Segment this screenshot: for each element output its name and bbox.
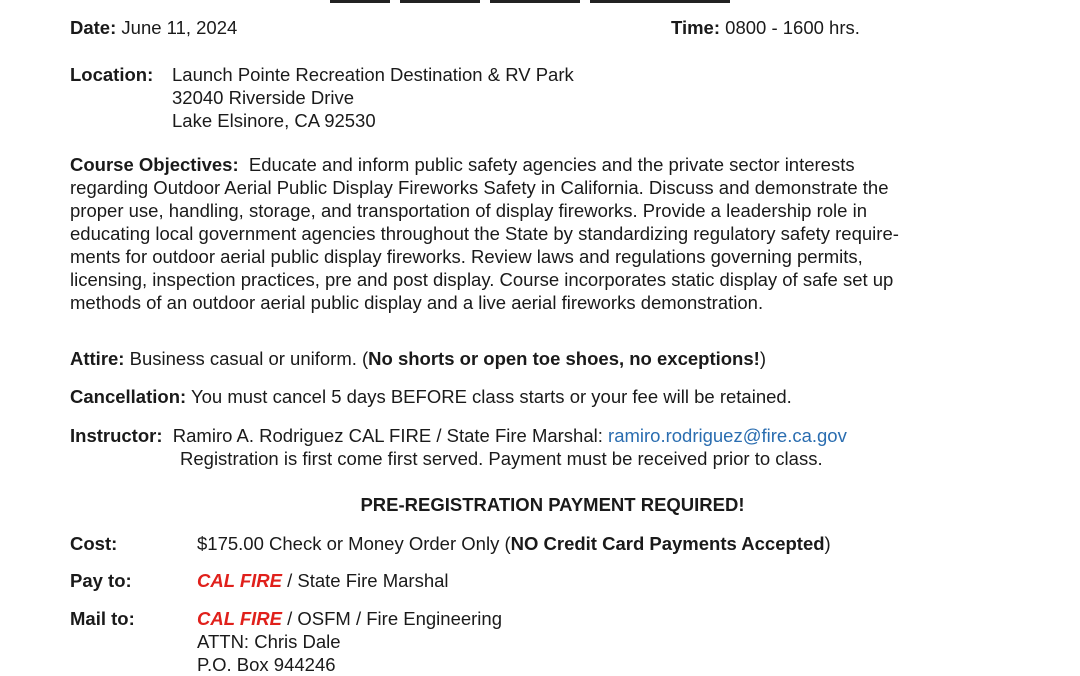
objectives-line-4: educating local government agencies throughout the State by standardizing regulatory safety require- (70, 223, 899, 244)
mailto-line-2: ATTN: Chris Dale (197, 631, 341, 652)
mailto-line-1: CAL FIRE / OSFM / Fire Engineering (197, 608, 502, 629)
cancellation-label: Cancellation: (70, 386, 187, 407)
objectives-line-6: licensing, inspection practices, pre and post display. Course incorporates static display of safe set up (70, 269, 894, 290)
cal-fire-red-text: CAL FIRE (197, 608, 282, 629)
instructor-label: Instructor: (70, 425, 163, 446)
time-label: Time: (671, 17, 721, 38)
instructor-name: Ramiro A. Rodriguez CAL FIRE / State Fire Marshal: (172, 425, 603, 446)
instructor-row (70, 425, 847, 447)
date-row (70, 17, 237, 39)
objectives-line-7: methods of an outdoor aerial public display and a live aerial fireworks demonstration. (70, 292, 764, 313)
payto-label: Pay to: (70, 570, 132, 591)
objectives-line-1: Course Objectives: Educate and inform public safety agencies and the private sector interests (70, 154, 855, 175)
location-line-3: Lake Elsinore, CA 92530 (172, 110, 376, 131)
registration-note: Registration is first come first served. Payment must be received prior to class. (180, 448, 823, 469)
prereg-heading: PRE-REGISTRATION PAYMENT REQUIRED! (360, 494, 745, 515)
objectives-line-5: ments for outdoor aerial public display fireworks. Review laws and regulations governing permits, (70, 246, 863, 267)
time-row (671, 17, 860, 39)
attire-label: Attire: (70, 348, 125, 369)
attire-row: Attire: Business casual or uniform. (No shorts or open toe shoes, no exceptions!) (70, 348, 766, 369)
time-value: 0800 - 1600 hrs. (725, 17, 860, 38)
mailto-line-3: P.O. Box 944246 (197, 654, 336, 675)
objectives-line-2: regarding Outdoor Aerial Public Display Fireworks Safety in California. Discuss and demonstrate the (70, 177, 889, 198)
cropped-header-line (330, 0, 770, 4)
cal-fire-red-text: CAL FIRE (197, 570, 282, 591)
cost-label: Cost: (70, 533, 118, 554)
mailto-label: Mail to: (70, 608, 135, 629)
objectives-label: Course Objectives: (70, 154, 239, 175)
cost-value: $175.00 Check or Money Order Only (NO Credit Card Payments Accepted) (197, 533, 831, 554)
location-line-2: 32040 Riverside Drive (172, 87, 355, 108)
objectives-line-3: proper use, handling, storage, and transportation of display fireworks. Provide a leadership role in (70, 200, 867, 221)
date-label: Date: (70, 17, 117, 38)
date-value: June 11, 2024 (121, 17, 238, 38)
instructor-email-link[interactable]: ramiro.rodriguez@fire.ca.gov (608, 425, 847, 446)
payto-value: CAL FIRE / State Fire Marshal (197, 570, 449, 591)
location-label: Location: (70, 64, 154, 85)
location-line-1: Launch Pointe Recreation Destination & RV Park (172, 64, 574, 85)
cancellation-row: Cancellation: You must cancel 5 days BEFORE class starts or your fee will be retained. (70, 386, 792, 407)
